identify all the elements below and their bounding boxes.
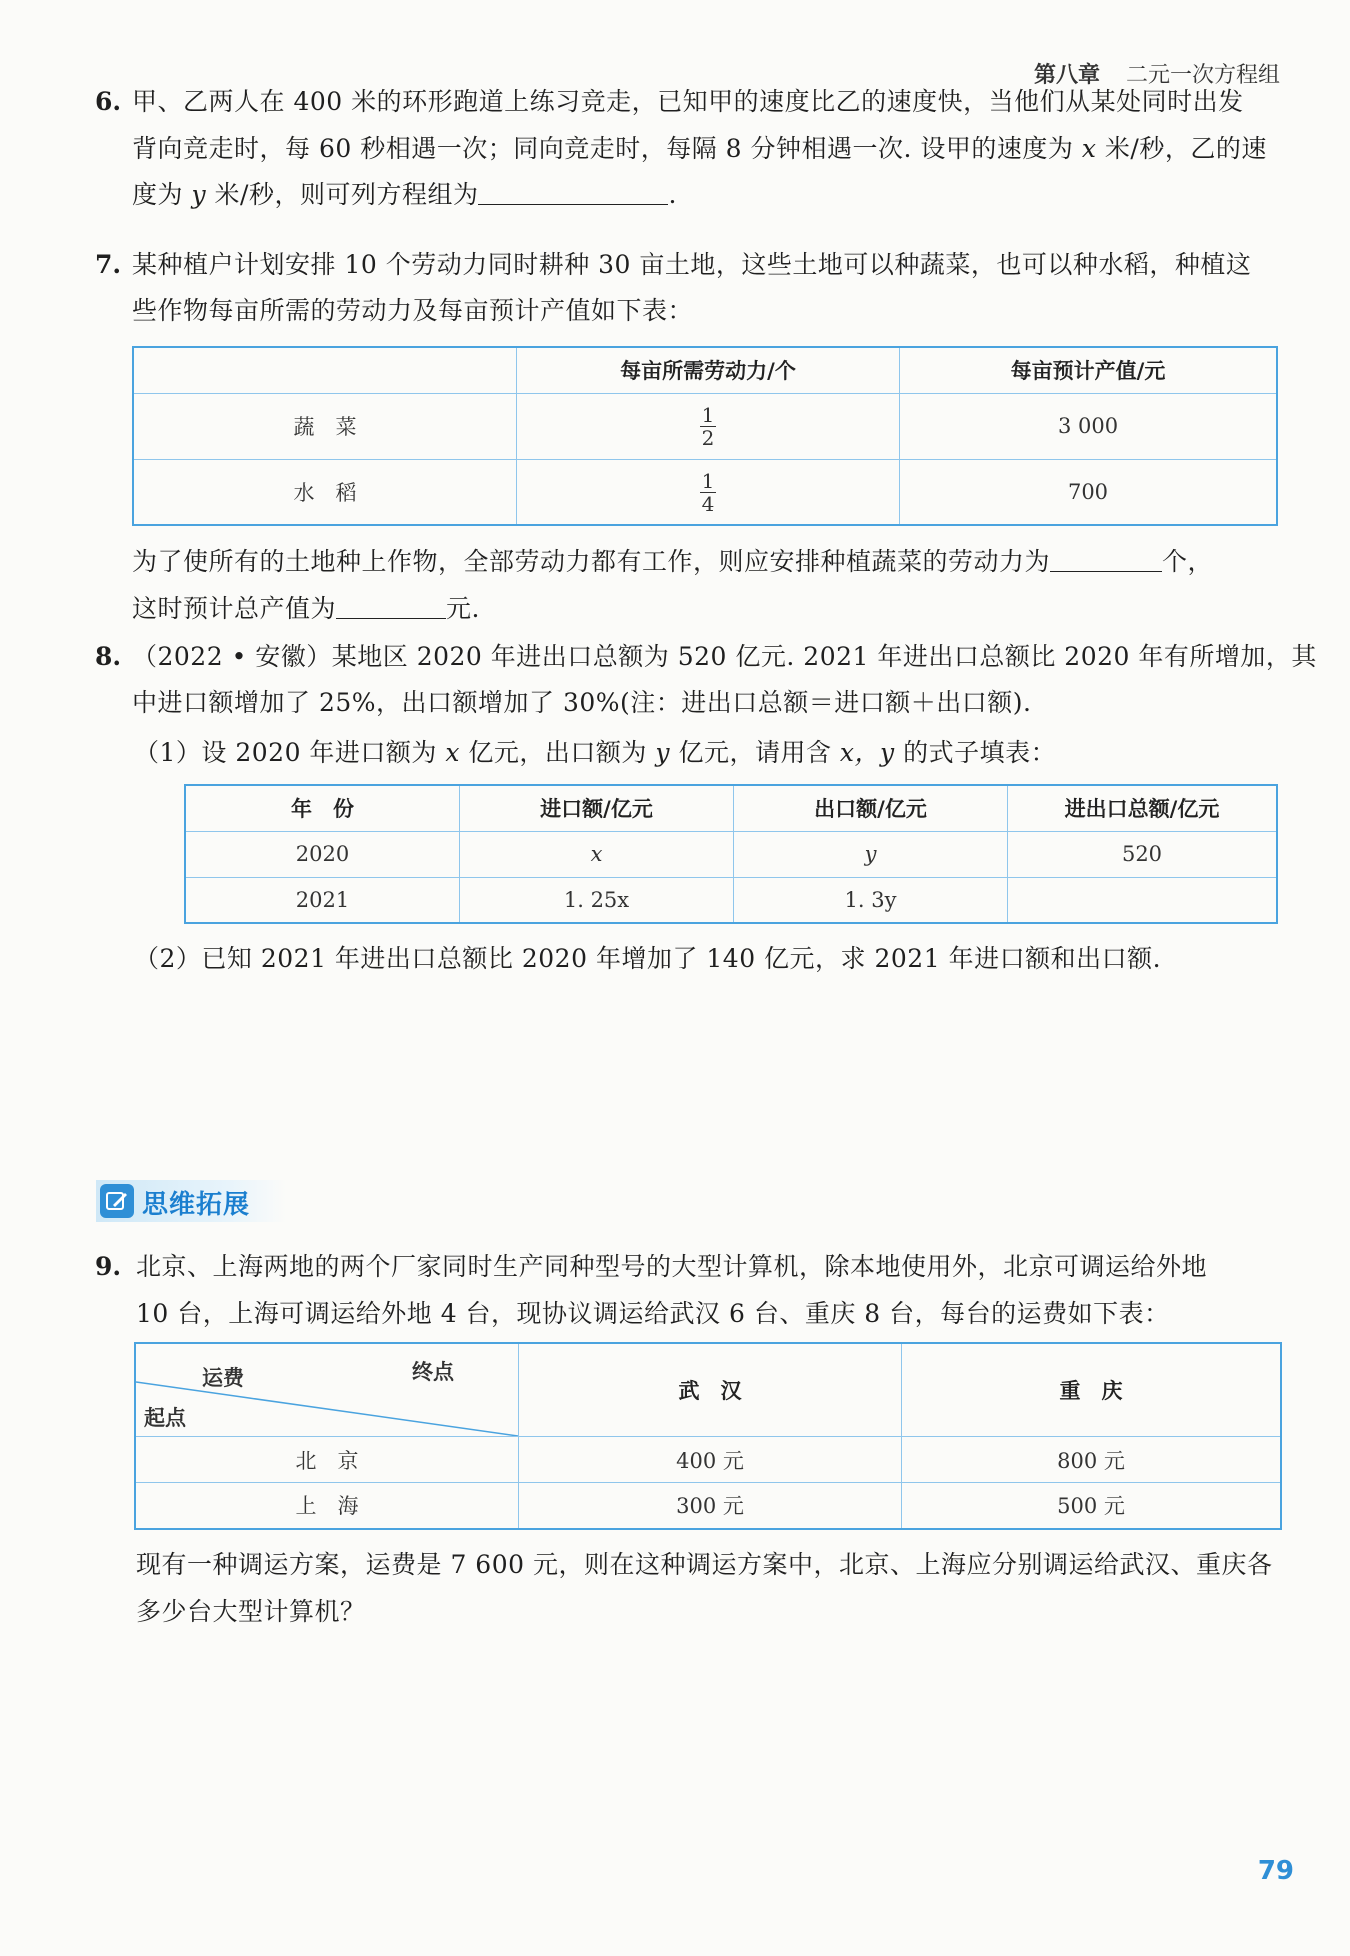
chapter-title: 二元一次方程组 (1125, 63, 1280, 88)
table-row (185, 831, 1277, 877)
diag-label-start: 起点 (144, 1406, 186, 1430)
question-7-line-4: 这时预计总产值为 元. (132, 594, 480, 623)
question-7-number: 7. (95, 250, 122, 279)
question-7-line-2: 些作物每亩所需的劳动力及每亩预计产值如下表： (132, 296, 694, 325)
question-6-line-1: 甲、乙两人在 400 米的环形跑道上练习竞走，已知甲的速度比乙的速度快，当他们从某处同时出发 (132, 87, 1244, 116)
question-8-part-2: （2）已知 2021 年进出口总额比 2020 年增加了 140 亿元，求 2021 年进口额和出口额. (134, 944, 1162, 973)
question-7-line-3: 为了使所有的土地种上作物，全部劳动力都有工作，则应安排种植蔬菜的劳动力为 个， (132, 547, 1214, 576)
question-9-line-3: 现有一种调运方案，运费是 7 600 元，则在这种调运方案中，北京、上海应分别调运给武汉、重庆各 (136, 1550, 1273, 1579)
table-cell: y (734, 831, 1008, 877)
question-8-number: 8. (95, 642, 122, 671)
answer-blank[interactable] (336, 594, 446, 619)
table-row (133, 459, 1277, 525)
answer-blank[interactable] (1050, 547, 1162, 572)
table-header-cell: 每亩预计产值/元 (900, 347, 1278, 393)
table-cell-empty[interactable] (1008, 877, 1278, 923)
table-header-cell: 年 份 (185, 785, 460, 831)
question-6-line-2: 背向竞走时，每 60 秒相遇一次；同向竞走时，每隔 8 分钟相遇一次. 设甲的速度为 x 米/秒，乙的速 (132, 134, 1267, 163)
question-8-part-1: （1）设 2020 年进口额为 x 亿元，出口额为 y 亿元，请用含 x，y 的式子填表： (134, 738, 1057, 767)
table-cell: 300 元 (519, 1483, 902, 1529)
table-row (135, 1483, 1281, 1529)
table-header-cell: 进出口总额/亿元 (1008, 785, 1278, 831)
table-cell: 1. 3y (734, 877, 1008, 923)
question-8-line-2: 中进口额增加了 25%，出口额增加了 30%(注：进出口总额＝进口额＋出口额). (132, 688, 1032, 717)
table-header-cell: 出口额/亿元 (734, 785, 1008, 831)
var-y: y (191, 180, 207, 209)
table-cell: 2021 (185, 877, 460, 923)
page-header (1034, 58, 1280, 89)
page-number: 79 (1257, 1856, 1294, 1886)
question-9-number: 9. (95, 1252, 122, 1281)
table-cell: 700 (900, 459, 1278, 525)
table-header-cell: 武 汉 (519, 1343, 902, 1437)
fraction-cell: $\frac{1}{2}$ (517, 393, 900, 459)
question-9-line-4: 多少台大型计算机？ (136, 1597, 366, 1626)
question-7-line-1: 某种植户计划安排 10 个劳动力同时耕种 30 亩土地，这些土地可以种蔬菜，也可以种水稻，种植这 (132, 250, 1252, 279)
var-x: x (1081, 134, 1097, 163)
table-row (185, 877, 1277, 923)
answer-blank[interactable] (478, 180, 668, 205)
fraction-cell: $\frac{1}{4}$ (517, 459, 900, 525)
pencil-icon (100, 1184, 134, 1218)
diag-label-fee: 运费 (202, 1366, 244, 1390)
table-cell: 520 (1008, 831, 1278, 877)
table-cell: 水 稻 (133, 459, 517, 525)
question-6-line-3: 度为 y 米/秒，则可列方程组为 . (132, 180, 677, 209)
table-header-cell (133, 347, 517, 393)
question-8-line-1: （2022 • 安徽）某地区 2020 年进出口总额为 520 亿元. 2021 年进出口总额比 2020 年有所增加，其 (132, 642, 1317, 671)
table-row (133, 393, 1277, 459)
section-title: 思维拓展 (142, 1190, 251, 1220)
shipping-cost-table (134, 1342, 1282, 1530)
chapter-label: 第八章 (1033, 63, 1100, 88)
table-cell: 上 海 (135, 1483, 519, 1529)
table-cell: 蔬 菜 (133, 393, 517, 459)
table-cell: x (460, 831, 734, 877)
table-cell: 500 元 (902, 1483, 1282, 1529)
question-6-number: 6. (95, 87, 122, 116)
diag-label-end: 终点 (412, 1360, 454, 1384)
table-row (135, 1437, 1281, 1483)
section-banner (96, 1180, 286, 1222)
table-header-cell: 每亩所需劳动力/个 (517, 347, 900, 393)
crop-table (132, 346, 1278, 526)
question-9-line-2: 10 台，上海可调运给外地 4 台，现协议调运给武汉 6 台、重庆 8 台，每台的运费如下表： (136, 1299, 1170, 1328)
table-cell: 800 元 (902, 1437, 1282, 1483)
table-cell: 2020 (185, 831, 460, 877)
table-cell: 北 京 (135, 1437, 519, 1483)
diagonal-header-cell (135, 1343, 519, 1437)
question-9-line-1: 北京、上海两地的两个厂家同时生产同种型号的大型计算机，除本地使用外，北京可调运给外地 (136, 1252, 1208, 1281)
table-cell: 1. 25x (460, 877, 734, 923)
table-cell: 400 元 (519, 1437, 902, 1483)
table-header-cell: 重 庆 (902, 1343, 1282, 1437)
trade-table (184, 784, 1278, 924)
table-header-cell: 进口额/亿元 (460, 785, 734, 831)
table-cell: 3 000 (900, 393, 1278, 459)
